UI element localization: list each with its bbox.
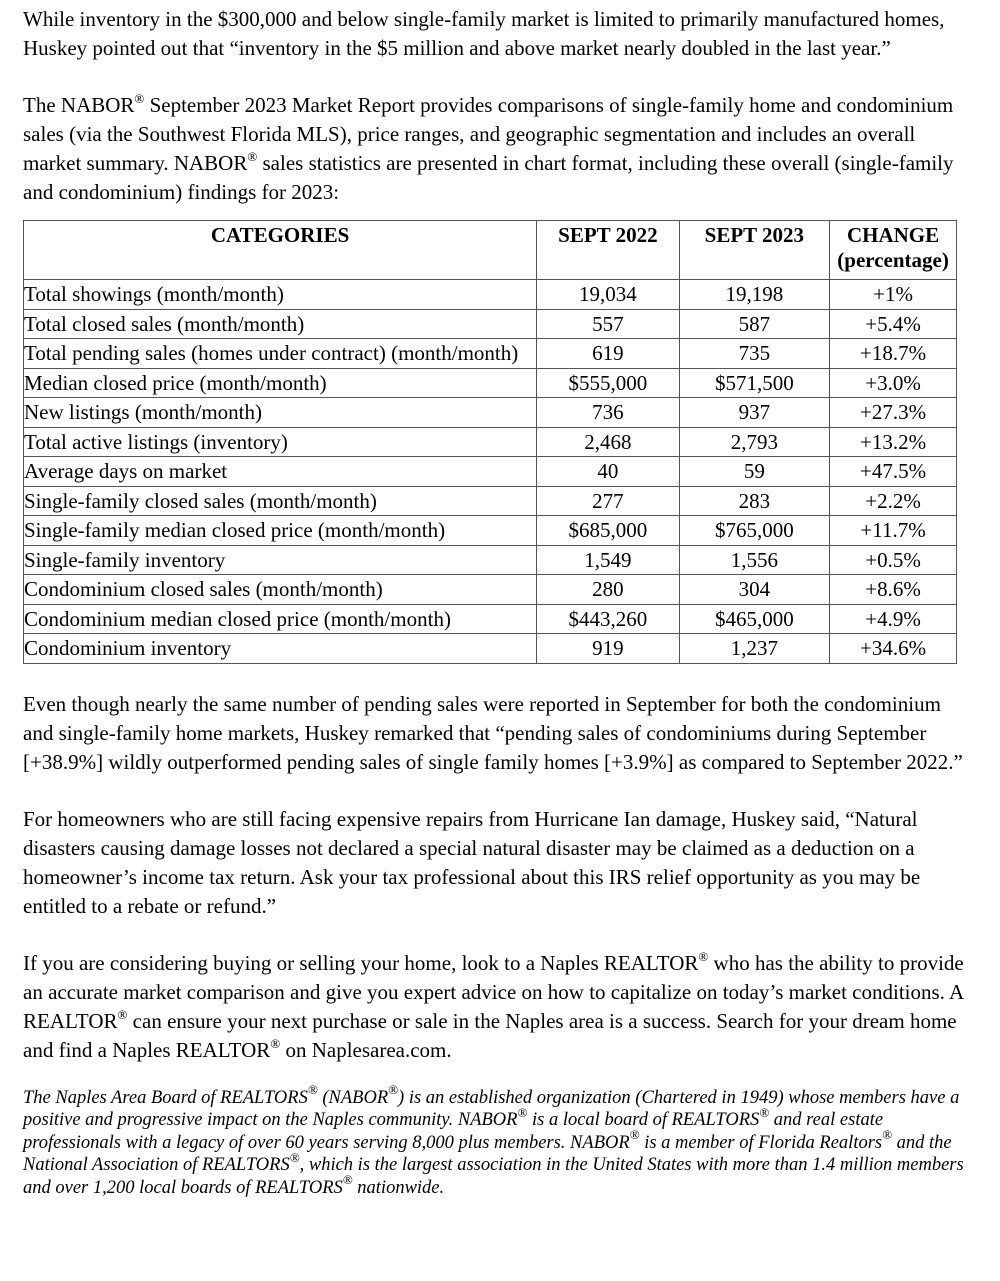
row-change: +0.5% xyxy=(830,545,957,575)
row-sept-2022: 1,549 xyxy=(537,545,680,575)
row-change: +5.4% xyxy=(830,309,957,339)
row-category: Median closed price (month/month) xyxy=(24,368,537,398)
row-sept-2022: 280 xyxy=(537,575,680,605)
table-row xyxy=(24,486,957,516)
row-category: Total showings (month/month) xyxy=(24,280,537,310)
row-change: +18.7% xyxy=(830,339,957,369)
row-sept-2023: 59 xyxy=(679,457,829,487)
table-row xyxy=(24,309,957,339)
row-sept-2022: 277 xyxy=(537,486,680,516)
market-stats-table xyxy=(23,220,957,664)
row-change: +27.3% xyxy=(830,398,957,428)
table-row xyxy=(24,545,957,575)
row-sept-2023: 2,793 xyxy=(679,427,829,457)
row-change: +3.0% xyxy=(830,368,957,398)
header-change: CHANGE (percentage) xyxy=(830,221,957,280)
table-row xyxy=(24,398,957,428)
paragraph-inventory: While inventory in the $300,000 and below single-family market is limited to primarily manufactured homes, Huskey pointed out that “inventory in the $5 million and above market nearly doubled in the last year.” xyxy=(23,7,945,60)
row-change: +1% xyxy=(830,280,957,310)
table-row xyxy=(24,280,957,310)
row-sept-2022: 736 xyxy=(537,398,680,428)
row-category: Total pending sales (homes under contract) (month/month) xyxy=(24,339,537,369)
row-sept-2022: 619 xyxy=(537,339,680,369)
row-category: Single-family inventory xyxy=(24,545,537,575)
row-change: +2.2% xyxy=(830,486,957,516)
row-change: +13.2% xyxy=(830,427,957,457)
table-row xyxy=(24,339,957,369)
paragraph-realtor: If you are considering buying or selling your home, look to a Naples REALTOR® who has the ability to provide an accurate market comparison and give you expert advice on how to capitalize on today’s market conditions. A REALTOR® can ensure your next purchase or sale in the Naples area is a success. Search for your dream home and find a Naples REALTOR® on Naplesarea.com. xyxy=(23,948,964,1062)
row-sept-2022: 19,034 xyxy=(537,280,680,310)
row-category: Total active listings (inventory) xyxy=(24,427,537,457)
table-body xyxy=(24,280,957,664)
row-change: +47.5% xyxy=(830,457,957,487)
row-sept-2022: $555,000 xyxy=(537,368,680,398)
row-sept-2022: 557 xyxy=(537,309,680,339)
paragraph-hurricane: For homeowners who are still facing expensive repairs from Hurricane Ian damage, Huskey said, “Natural disasters causing damage losses not declared a special natural disaster may be claimed as a deduction on a homeowner’s income tax return. Ask your tax professional about this IRS relief opportunity as you may be entitled to a rebate or refund.” xyxy=(23,806,921,918)
table-row xyxy=(24,604,957,634)
row-change: +34.6% xyxy=(830,634,957,664)
header-sept-2022: SEPT 2022 xyxy=(537,221,680,280)
header-sept-2023: SEPT 2023 xyxy=(679,221,829,280)
row-sept-2023: 304 xyxy=(679,575,829,605)
row-sept-2023: 19,198 xyxy=(679,280,829,310)
row-category: Total closed sales (month/month) xyxy=(24,309,537,339)
row-change: +11.7% xyxy=(830,516,957,546)
table-row xyxy=(24,575,957,605)
row-sept-2023: 1,237 xyxy=(679,634,829,664)
row-category: New listings (month/month) xyxy=(24,398,537,428)
row-sept-2023: $465,000 xyxy=(679,604,829,634)
row-category: Single-family closed sales (month/month) xyxy=(24,486,537,516)
table-row xyxy=(24,516,957,546)
paragraph-pending-sales: Even though nearly the same number of pending sales were reported in September for both the condominium and single-family home markets, Huskey remarked that “pending sales of condominiums during September [+38.9%] wildly outperformed pending sales of single family homes [+3.9%] as compared to September 2022.” xyxy=(23,691,963,774)
row-sept-2023: 587 xyxy=(679,309,829,339)
table-header-row xyxy=(24,221,957,280)
row-sept-2022: $685,000 xyxy=(537,516,680,546)
row-sept-2023: 283 xyxy=(679,486,829,516)
row-category: Single-family median closed price (month/month) xyxy=(24,516,537,546)
paragraph-market-report: The NABOR® September 2023 Market Report provides comparisons of single-family home and condominium sales (via the Southwest Florida MLS), price ranges, and geographic segmentation and includes an overall market summary. NABOR® sales statistics are presented in chart format, including these overall (single-family and condominium) findings for 2023: xyxy=(23,91,954,204)
row-change: +4.9% xyxy=(830,604,957,634)
row-sept-2023: 937 xyxy=(679,398,829,428)
row-sept-2023: $571,500 xyxy=(679,368,829,398)
row-sept-2022: 919 xyxy=(537,634,680,664)
row-sept-2022: 40 xyxy=(537,457,680,487)
about-nabor: The Naples Area Board of REALTORS® (NABOR®) is an established organization (Chartered in 1949) whose members have a positive and progressive impact on the Naples community. NABOR® is a local board of REALTORS® and real estate professionals with a legacy of over 60 years serving 8,000 plus members. NABOR® is a member of Florida Realtors® and the National Association of REALTORS®, which is the largest association in the United States with more than 1.4 million members and over 1,200 local boards of REALTORS® nationwide. xyxy=(23,1082,964,1198)
row-sept-2023: 735 xyxy=(679,339,829,369)
row-sept-2023: 1,556 xyxy=(679,545,829,575)
row-sept-2022: $443,260 xyxy=(537,604,680,634)
table-row xyxy=(24,427,957,457)
row-category: Condominium median closed price (month/month) xyxy=(24,604,537,634)
row-category: Condominium inventory xyxy=(24,634,537,664)
row-sept-2022: 2,468 xyxy=(537,427,680,457)
row-category: Average days on market xyxy=(24,457,537,487)
row-sept-2023: $765,000 xyxy=(679,516,829,546)
table-row xyxy=(24,634,957,664)
row-category: Condominium closed sales (month/month) xyxy=(24,575,537,605)
header-categories: CATEGORIES xyxy=(24,221,537,280)
table-row xyxy=(24,368,957,398)
table-row xyxy=(24,457,957,487)
row-change: +8.6% xyxy=(830,575,957,605)
